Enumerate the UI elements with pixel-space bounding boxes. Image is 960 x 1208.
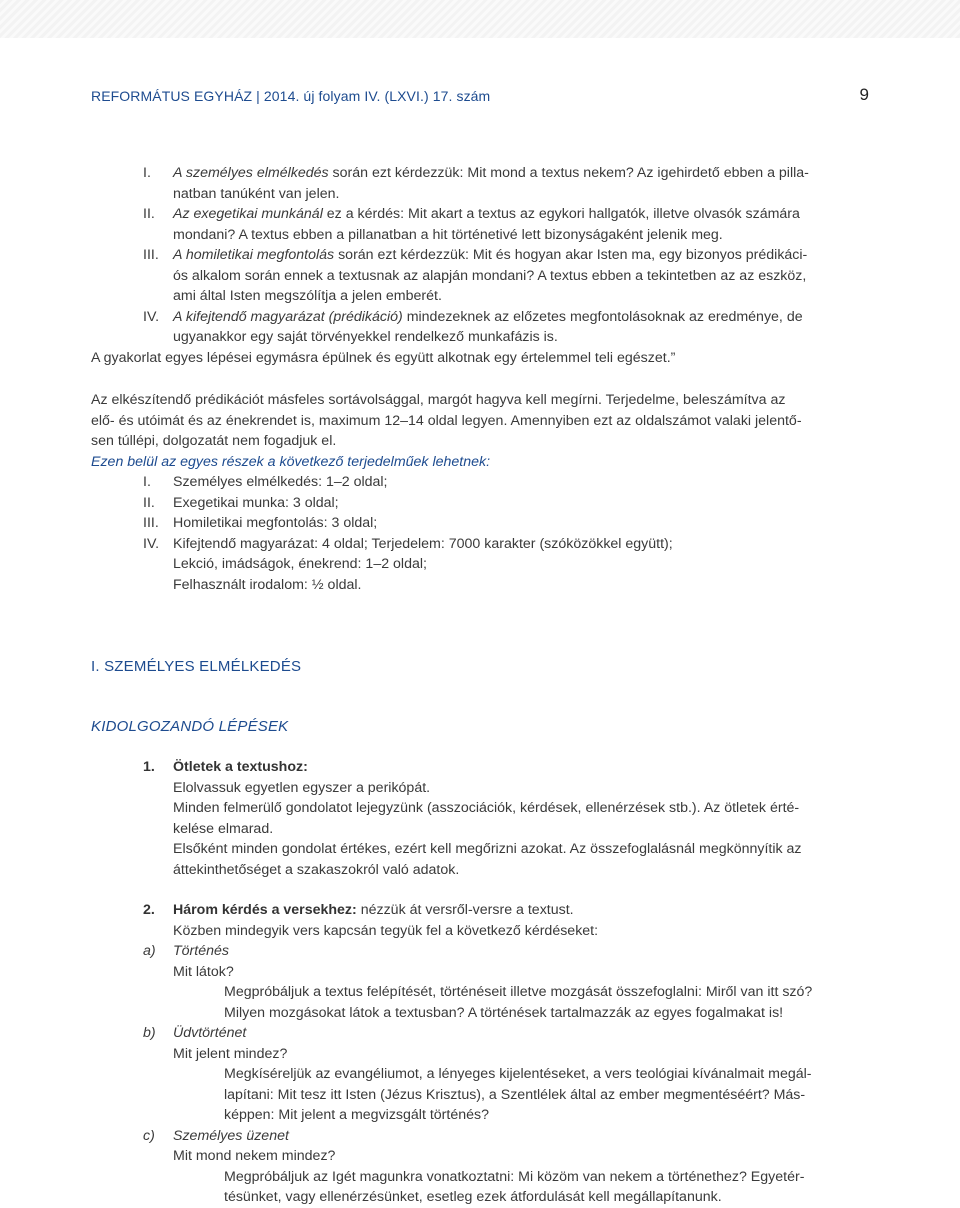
list-term: A kifejtendő magyarázat (prédikáció) bbox=[173, 308, 403, 325]
question-explanation: Megpróbáljuk az Igét magunkra vonatkoztatni: Mi közöm van nekem a történethez? Egyetér- bbox=[224, 1168, 805, 1185]
top-decorative-band bbox=[0, 0, 960, 38]
question-text: Mit látok? bbox=[173, 963, 234, 980]
step-line: áttekinthetőséget a szakaszokról való adatok. bbox=[173, 861, 460, 878]
question-explanation: Megpróbáljuk a textus felépítését, történéseit illetve mozgását összefoglalni: Miről van itt szó? bbox=[224, 984, 813, 1000]
step-line: kelése elmarad. bbox=[173, 820, 274, 837]
list-text: Exegetikai munka: 3 oldal; bbox=[173, 494, 339, 511]
question-explanation: tésünket, vagy ellenérzésünket, esetleg ezek átfordulását kell megállapítanunk. bbox=[224, 1189, 722, 1205]
list-text: Homiletikai megfontolás: 3 oldal; bbox=[173, 515, 378, 531]
step-number: 1. bbox=[143, 759, 155, 775]
paragraph-line: Az elkészítendő prédikációt másfeles sortávolsággal, margót hagyva kell megírni. Terjedelme, beleszámítva az bbox=[91, 392, 786, 408]
list-item bbox=[91, 493, 869, 514]
list-item bbox=[91, 534, 869, 555]
list-text: mindezeknek az előzetes megfontolásoknak az eredménye, de bbox=[402, 308, 803, 325]
list-number: II. bbox=[143, 206, 155, 222]
paragraph-line: sen túllépi, dolgozatát nem fogadjuk el. bbox=[91, 433, 337, 449]
list-item bbox=[91, 204, 869, 245]
step-title: Ötletek a textushoz: bbox=[173, 759, 308, 775]
page-content bbox=[91, 163, 869, 1208]
question-item bbox=[91, 1126, 869, 1147]
section-title: I. SZEMÉLYES ELMÉLKEDÉS bbox=[91, 658, 302, 675]
question-explanation: képpen: Mit jelent a megvizsgált történés? bbox=[224, 1107, 489, 1123]
list-item bbox=[91, 163, 869, 204]
step-title: Három kérdés a versekhez: bbox=[173, 902, 357, 918]
step-line: Elsőként minden gondolat értékes, ezért kell megőrizni azokat. Az összefoglalásnál megkönnyítik az bbox=[173, 841, 802, 857]
question-text: Mit mond nekem mindez? bbox=[173, 1148, 336, 1164]
question-item bbox=[91, 941, 869, 962]
step-line: Közben mindegyik vers kapcsán tegyük fel a következő kérdéseket: bbox=[173, 922, 599, 939]
list-text: ez a kérdés: Mit akart a textus az egykori hallgatók, illetve olvasók számára bbox=[322, 206, 800, 222]
list-item bbox=[91, 554, 869, 575]
page-number: 9 bbox=[859, 85, 869, 104]
question-explanation: Megkíséreljük az evangéliumot, a lényeges kijelentéseket, a vers teológiai kívánalmait megál- bbox=[224, 1066, 812, 1082]
question-label: Üdvtörténet bbox=[173, 1025, 247, 1041]
question-label: Személyes üzenet bbox=[173, 1127, 289, 1144]
step-number: 2. bbox=[143, 902, 155, 918]
list-number: III. bbox=[143, 515, 159, 531]
list-term: A személyes elmélkedés bbox=[173, 165, 329, 181]
running-header bbox=[91, 85, 869, 104]
list-number: I. bbox=[143, 474, 151, 490]
list-text-cont: mondani? A textus ebben a pillanatban a hit történetivé lett bizonyságaként jelenik meg. bbox=[173, 226, 723, 243]
step-1 bbox=[91, 757, 869, 880]
list-text: során ezt kérdezzük: Mit és hogyan akar Isten ma, egy bizonyos prédikáci- bbox=[334, 247, 808, 263]
list-text: Lekció, imádságok, énekrend: 1–2 oldal; bbox=[173, 556, 427, 572]
question-label: Történés bbox=[173, 943, 229, 959]
list-item bbox=[91, 513, 869, 534]
list-text: Felhasznált irodalom: ½ oldal. bbox=[173, 576, 362, 593]
lengths-list bbox=[91, 472, 869, 595]
list-item bbox=[91, 307, 869, 348]
paragraph-line: elő- és utóimát és az énekrendet is, maximum 12–14 oldal legyen. Amennyiben ezt az oldalszámot valaki jelentő- bbox=[91, 412, 802, 429]
list-term: A homiletikai megfontolás bbox=[173, 247, 335, 263]
question-item bbox=[91, 1023, 869, 1044]
list-number: II. bbox=[143, 494, 155, 511]
list-text-cont: ós alkalom során ennek a textusnak az alapján mondani? A textus ebben a tekintetben az az eszköz, bbox=[173, 267, 807, 284]
list-item bbox=[91, 245, 869, 307]
list-number: I. bbox=[143, 165, 151, 181]
list-number: IV. bbox=[143, 308, 160, 325]
lengths-intro: Ezen belül az egyes részek a következő terjedelműek lehetnek: bbox=[91, 453, 491, 470]
list-text-cont: ugyanakkor egy saját törvényekkel rendelkező munkafázis is. bbox=[173, 329, 558, 345]
steps-list bbox=[91, 163, 869, 348]
summary-line: A gyakorlat egyes lépései egymásra épülnek és együtt alkotnak egy értelemmel teli egészet.” bbox=[91, 349, 676, 366]
question-explanation: lapítani: Mit tesz itt Isten (Jézus Krisztus), a Szentlélek által az ember megmentéséért? Más- bbox=[224, 1086, 806, 1103]
list-item bbox=[91, 472, 869, 493]
step-line: Minden felmerülő gondolatot lejegyzünk (asszociációk, kérdések, ellenérzések stb.). Az ötletek érté- bbox=[173, 800, 800, 816]
list-text: Kifejtendő magyarázat: 4 oldal; Terjedelem: 7000 karakter (szóközökkel együtt); bbox=[173, 535, 673, 552]
subsection-title: KIDOLGOZANDÓ LÉPÉSEK bbox=[91, 717, 289, 735]
question-letter: c) bbox=[143, 1127, 155, 1144]
list-item bbox=[91, 575, 869, 596]
step-2 bbox=[91, 900, 869, 1208]
list-text-cont: ami által Isten megszólítja a jelen emberét. bbox=[173, 288, 442, 304]
question-text: Mit jelent mindez? bbox=[173, 1045, 288, 1062]
header-separator: | bbox=[256, 88, 260, 104]
question-letter: b) bbox=[143, 1025, 156, 1041]
list-term: Az exegetikai munkánál bbox=[173, 206, 323, 222]
question-explanation: Milyen mozgásokat látok a textusban? A történések tartalmazzák az egyes fogalmakat is! bbox=[224, 1004, 784, 1021]
list-number: IV. bbox=[143, 535, 160, 552]
step-title-rest: nézzük át versről-versre a textust. bbox=[356, 902, 574, 918]
list-text: során ezt kérdezzük: Mit mond a textus nekem? Az igehirdető ebben a pilla- bbox=[328, 165, 809, 181]
list-text-cont: natban tanúként van jelen. bbox=[173, 185, 340, 202]
issue-info: 2014. új folyam IV. (LXVI.) 17. szám bbox=[263, 88, 491, 104]
list-text: Személyes elmélkedés: 1–2 oldal; bbox=[173, 474, 388, 490]
requirements-paragraph bbox=[91, 390, 869, 452]
step-line: Elolvassuk egyetlen egyszer a perikópát. bbox=[173, 779, 431, 796]
question-letter: a) bbox=[143, 943, 156, 959]
journal-title: REFORMÁTUS EGYHÁZ bbox=[91, 88, 253, 104]
list-number: III. bbox=[143, 247, 159, 263]
